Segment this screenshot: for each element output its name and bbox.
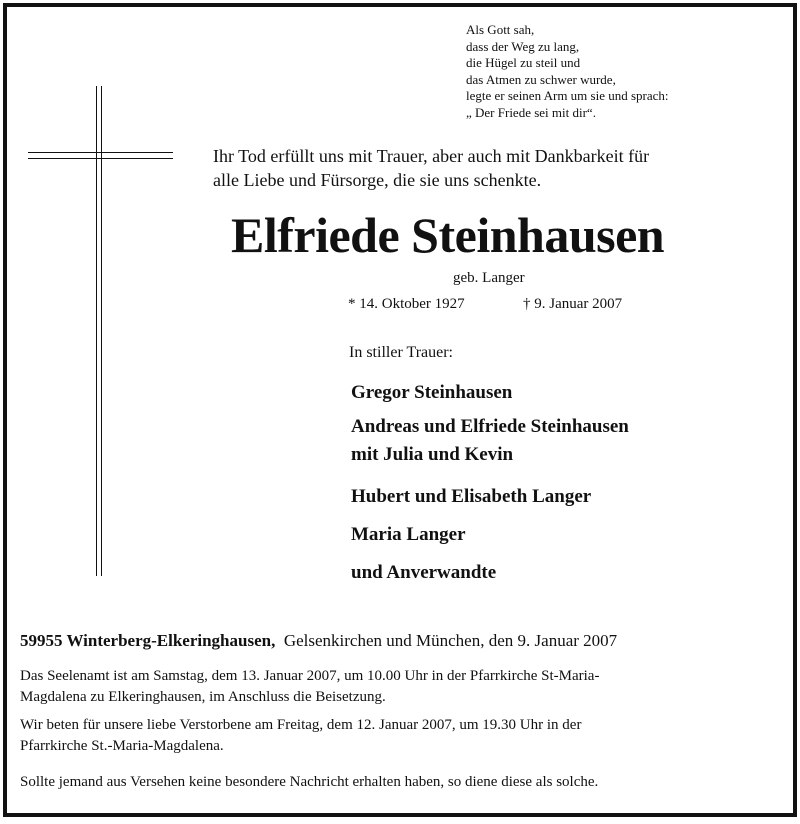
place-name: 59955 Winterberg-Elkeringhausen, xyxy=(20,631,276,650)
mourners-heading: In stiller Trauer: xyxy=(349,344,453,361)
mourner-name: mit Julia und Kevin xyxy=(351,444,514,465)
cross-vertical-line xyxy=(96,86,97,576)
poem-line: Als Gott sah, xyxy=(466,22,535,37)
closing-notice xyxy=(20,772,770,793)
prayer-notice xyxy=(20,715,770,757)
death-date: † 9. Januar 2007 xyxy=(523,296,623,312)
deceased-name: Elfriede Steinhausen xyxy=(231,207,665,263)
mourner-name: Gregor Steinhausen xyxy=(351,382,513,403)
place-date-line xyxy=(20,631,617,651)
maiden-name: geb. Langer xyxy=(453,270,525,286)
notice-line: Wir beten für unsere liebe Verstorbene am Freitag, dem 12. Januar 2007, um 19.30 Uhr in der xyxy=(20,717,582,733)
place-rest: Gelsenkirchen und München, den 9. Januar 2007 xyxy=(283,631,618,650)
birth-date: * 14. Oktober 1927 xyxy=(348,296,465,312)
mourner-name: und Anverwandte xyxy=(351,562,497,583)
notice-line: Das Seelenamt ist am Samstag, dem 13. Januar 2007, um 10.00 Uhr in der Pfarrkirche St-Maria- xyxy=(20,668,600,684)
intro-text xyxy=(213,144,649,192)
poem-line: legte er seinen Arm um sie und sprach: xyxy=(466,88,669,104)
poem xyxy=(466,22,669,122)
poem-line: die Hügel zu steil und xyxy=(466,55,581,71)
notice-line: Pfarrkirche St.-Maria-Magdalena. xyxy=(20,738,224,754)
cross-horizontal-line xyxy=(28,158,173,159)
notice-line: Sollte jemand aus Versehen keine besondere Nachricht erhalten haben, so diene diese als solche. xyxy=(20,774,599,790)
intro-line: Ihr Tod erfüllt uns mit Trauer, aber auch mit Dankbarkeit für xyxy=(213,146,650,166)
cross-vertical-line xyxy=(101,86,102,576)
notice-line: Magdalena zu Elkeringhausen, im Anschluss die Beisetzung. xyxy=(20,689,386,705)
requiem-notice xyxy=(20,666,770,708)
poem-line: „ Der Friede sei mit dir“. xyxy=(466,104,596,120)
cross-horizontal-line xyxy=(28,152,173,153)
intro-line: alle Liebe und Fürsorge, die sie uns schenkte. xyxy=(213,170,542,190)
poem-line: das Atmen zu schwer wurde, xyxy=(466,71,616,87)
mourner-name: Hubert und Elisabeth Langer xyxy=(351,486,592,507)
mourner-name: Andreas und Elfriede Steinhausen xyxy=(351,416,629,437)
poem-line: dass der Weg zu lang, xyxy=(466,38,580,54)
mourner-name: Maria Langer xyxy=(351,524,466,545)
